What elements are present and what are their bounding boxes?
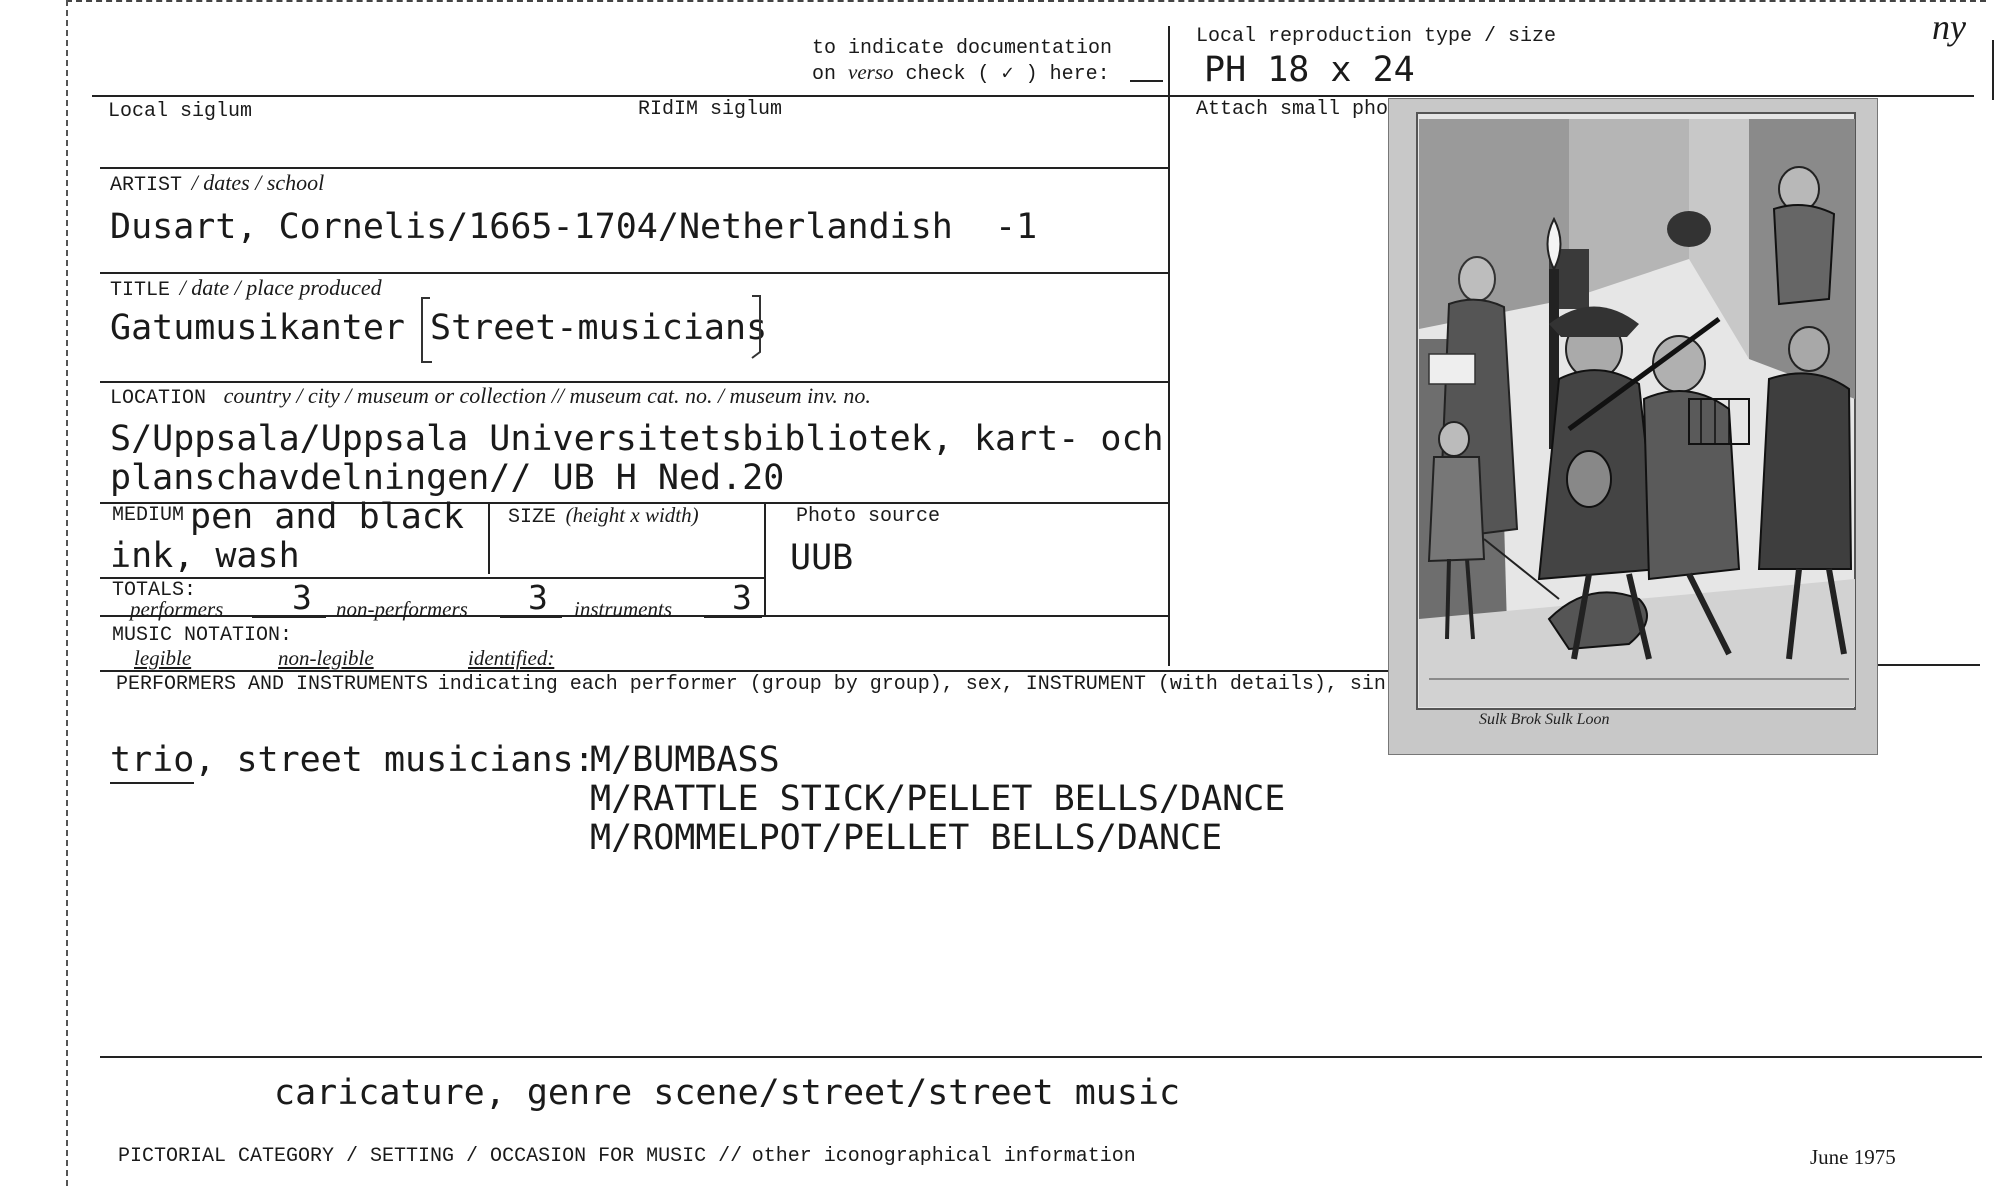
attached-photo [1388,98,1878,755]
rule-size-right [764,502,766,615]
location-line1: S/Uppsala/Uppsala Universitetsbibliotek, kart- och [110,419,1164,459]
performer-line-3: M/ROMMELPOT/PELLET BELLS/DANCE [590,818,1223,858]
rule-totals [100,577,764,579]
photo-source-value: UUB [790,538,854,578]
left-border [66,0,68,1186]
local-siglum-label: Local siglum [108,100,253,123]
performers-label-text: PERFORMERS AND INSTRUMENTS [116,673,429,696]
totals-non-performers-label: non-performers [336,597,468,621]
title-label [110,275,382,302]
artist-label-sub: / dates / school [191,170,325,195]
documentation-check-line [1130,80,1163,82]
totals-instruments-value: 3 [732,578,752,617]
performers-group-name: trio [110,740,194,784]
performers-group [110,740,595,780]
doc-note-post: check ( ✓ ) here: [893,63,1110,86]
category-label-rest: other iconographical information [751,1145,1136,1168]
totals-instruments-line [704,617,762,618]
corner-mark: ny [1932,7,1966,47]
totals-label: TOTALS: [112,579,197,602]
title-bracket-left [418,296,438,366]
totals-performers-value: 3 [292,578,312,617]
category-label-text: PICTORIAL CATEGORY / SETTING / OCCASION FOR MUSIC // [118,1145,743,1168]
location-label-sub: country / city / museum or collection // museum cat. no. / museum inv. no. [223,383,871,408]
performer-line-2: M/RATTLE STICK/PELLET BELLS/DANCE [590,779,1286,819]
doc-note-pre: on [812,63,849,86]
performers-label-rest: indicating each performer (group by group), sex, INSTRUMENT (with details), sin [437,673,1386,696]
top-border [66,0,1986,2]
medium-line2: ink, wash [110,536,300,576]
artist-label [110,170,324,197]
performer-line-1: M/BUMBASS [590,740,780,780]
doc-note-verso: verso [848,60,894,84]
music-notation-non-legible: non-legible [278,646,374,670]
artist-label-text: ARTIST [110,174,183,197]
music-notation-label: MUSIC NOTATION: [112,624,293,647]
totals-non-performers-value: 3 [528,578,548,617]
location-label-text: LOCATION [110,387,207,410]
ridim-siglum-label: RIdIM siglum [638,98,783,121]
right-border [1992,40,1994,100]
totals-non-performers-line [500,617,562,618]
size-label [508,503,699,529]
card-date: June 1975 [1810,1145,1896,1169]
category-label [118,1145,1136,1168]
category-value: caricature, genre scene/street/street music [274,1073,1181,1113]
rule-col-divider [1168,26,1170,666]
music-notation-legible: legible [134,646,192,670]
rule-artist [100,167,1168,169]
rule-size-left [488,502,490,574]
performers-group-rest: , street musicians: [194,740,595,780]
reproduction-label: Local reproduction type / size [1196,25,1557,48]
size-label-sub: (height x width) [565,503,699,527]
artist-value: Dusart, Cornelis/1665-1704/Netherlandish -1 [110,207,1038,247]
size-label-text: SIZE [508,506,557,529]
rule-performers-right [1876,664,1980,666]
reproduction-value: PH 18 x 24 [1204,50,1415,90]
medium-line1: pen and black [190,497,464,537]
rule-header [92,95,1974,97]
totals-instruments-label: instruments [574,597,673,621]
totals-performers-line [252,617,326,618]
rule-photo-source [764,615,1168,617]
location-label [110,383,871,410]
rule-title [100,272,1168,274]
drawing-image [1389,99,1877,754]
location-line2: planschavdelningen// UB H Ned.20 [110,458,785,498]
totals-performers-label: performers [130,597,224,621]
rule-category [100,1056,1982,1058]
attach-photo-label: Attach small pho [1196,98,1389,121]
title-value: Gatumusikanter [110,308,406,348]
performers-label [116,673,1386,696]
music-notation-identified: identified: [468,646,555,670]
photo-source-label: Photo source [796,505,941,528]
title-translation: Street-musicians [430,308,768,348]
photo-caption: Sulk Brok Sulk Loon [1479,711,1610,728]
medium-label: MEDIUM [112,504,185,527]
documentation-note-line2 [812,60,1110,86]
title-label-text: TITLE [110,279,171,302]
documentation-note-line1: to indicate documentation [812,37,1113,60]
title-bracket-right [748,292,768,362]
title-label-sub: / date / place produced [179,275,382,300]
